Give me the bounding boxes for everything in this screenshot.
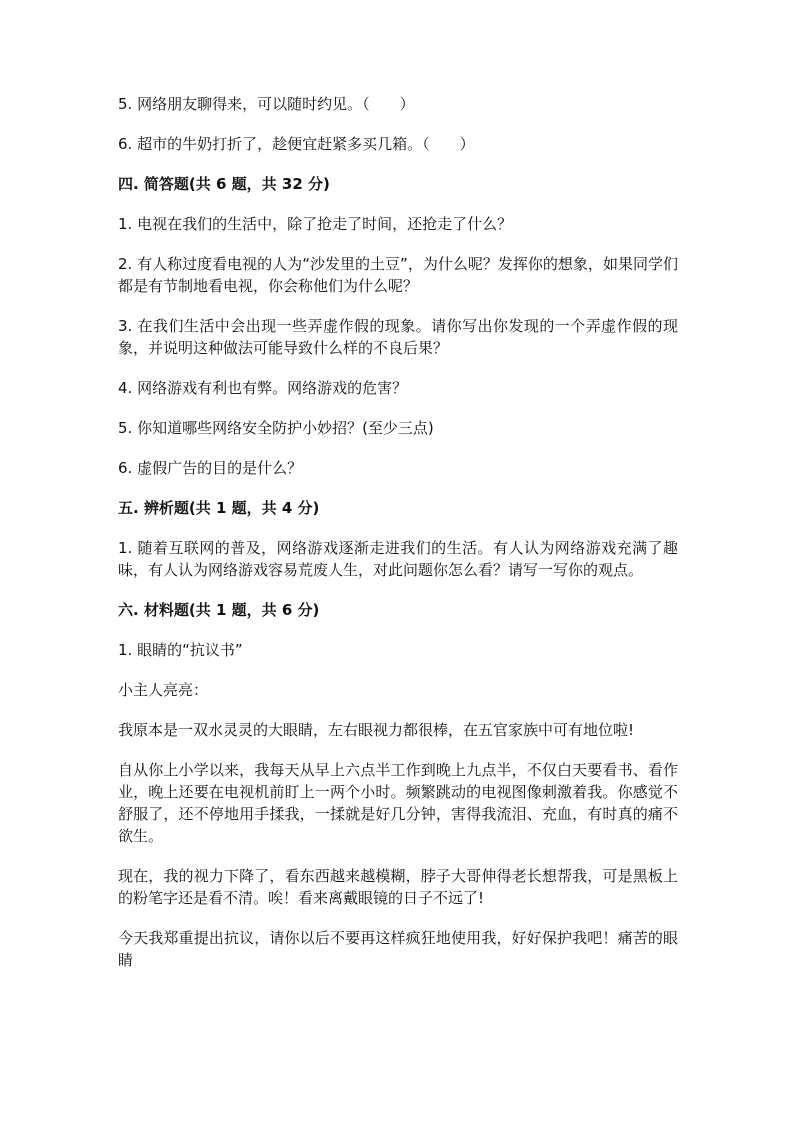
letter-paragraph-3: 现在，我的视力下降了，看东西越来越模糊，脖子大哥伸得老长想帮我，可是黑板上的粉笔字还是看不清。唉！看来离戴眼镜的日子不远了! — [118, 867, 678, 907]
letter-paragraph-1: 我原本是一双水灵灵的大眼睛，左右眼视力都很棒，在五官家族中可有地位啦! — [118, 721, 635, 739]
analysis-question-1: 1. 随着互联网的普及，网络游戏逐渐走进我们的生活。有人认为网络游戏充满了趣味，有人认为网络游戏容易荒废人生，对此问题你怎么看？请写一写你的观点。 — [118, 539, 678, 579]
judgment-question-6: 6. 超市的牛奶打折了，趁便宜赶紧多买几箱。（ ） — [118, 135, 475, 153]
short-answer-question-2: 2. 有人称过度看电视的人为“沙发里的土豆”，为什么呢？发挥你的想象，如果同学们都是有节制地看电视，你会称他们为什么呢？ — [118, 255, 678, 295]
section-heading-material: 六. 材料题(共 1 题，共 6 分) — [118, 601, 320, 619]
section-heading-analysis: 五. 辨析题(共 1 题，共 4 分) — [118, 499, 320, 517]
short-answer-question-4: 4. 网络游戏有利也有弊。网络游戏的危害？ — [118, 379, 408, 397]
letter-greeting: 小主人亮亮： — [118, 681, 209, 699]
section-heading-short-answer: 四. 简答题(共 6 题，共 32 分) — [118, 175, 330, 193]
short-answer-question-5: 5. 你知道哪些网络安全防护小妙招？(至少三点) — [118, 419, 434, 437]
document-page — [118, 93, 678, 989]
short-answer-question-3: 3. 在我们生活中会出现一些弄虚作假的现象。请你写出你发现的一个弄虚作假的现象，并说明这种做法可能导致什么样的不良后果？ — [118, 317, 678, 357]
short-answer-question-1: 1. 电视在我们的生活中，除了抢走了时间，还抢走了什么？ — [118, 215, 513, 233]
letter-paragraph-2: 自从你上小学以来，我每天从早上六点半工作到晚上九点半，不仅白天要看书、看作业，晚上还要在电视机前盯上一两个小时。频繁跳动的电视图像刺激着我。你感觉不舒服了，还不停地用手揉我，一揉就是好几分钟，害得我流泪、充血，有时真的痛不欲生。 — [118, 761, 678, 845]
judgment-question-5: 5. 网络朋友聊得来，可以随时约见。（ ） — [118, 95, 415, 113]
material-question-1: 1. 眼睛的“抗议书” — [118, 641, 243, 659]
letter-paragraph-4: 今天我郑重提出抗议，请你以后不要再这样疯狂地使用我，好好保护我吧！痛苦的眼睛 — [118, 929, 678, 969]
short-answer-question-6: 6. 虚假广告的目的是什么？ — [118, 459, 303, 477]
